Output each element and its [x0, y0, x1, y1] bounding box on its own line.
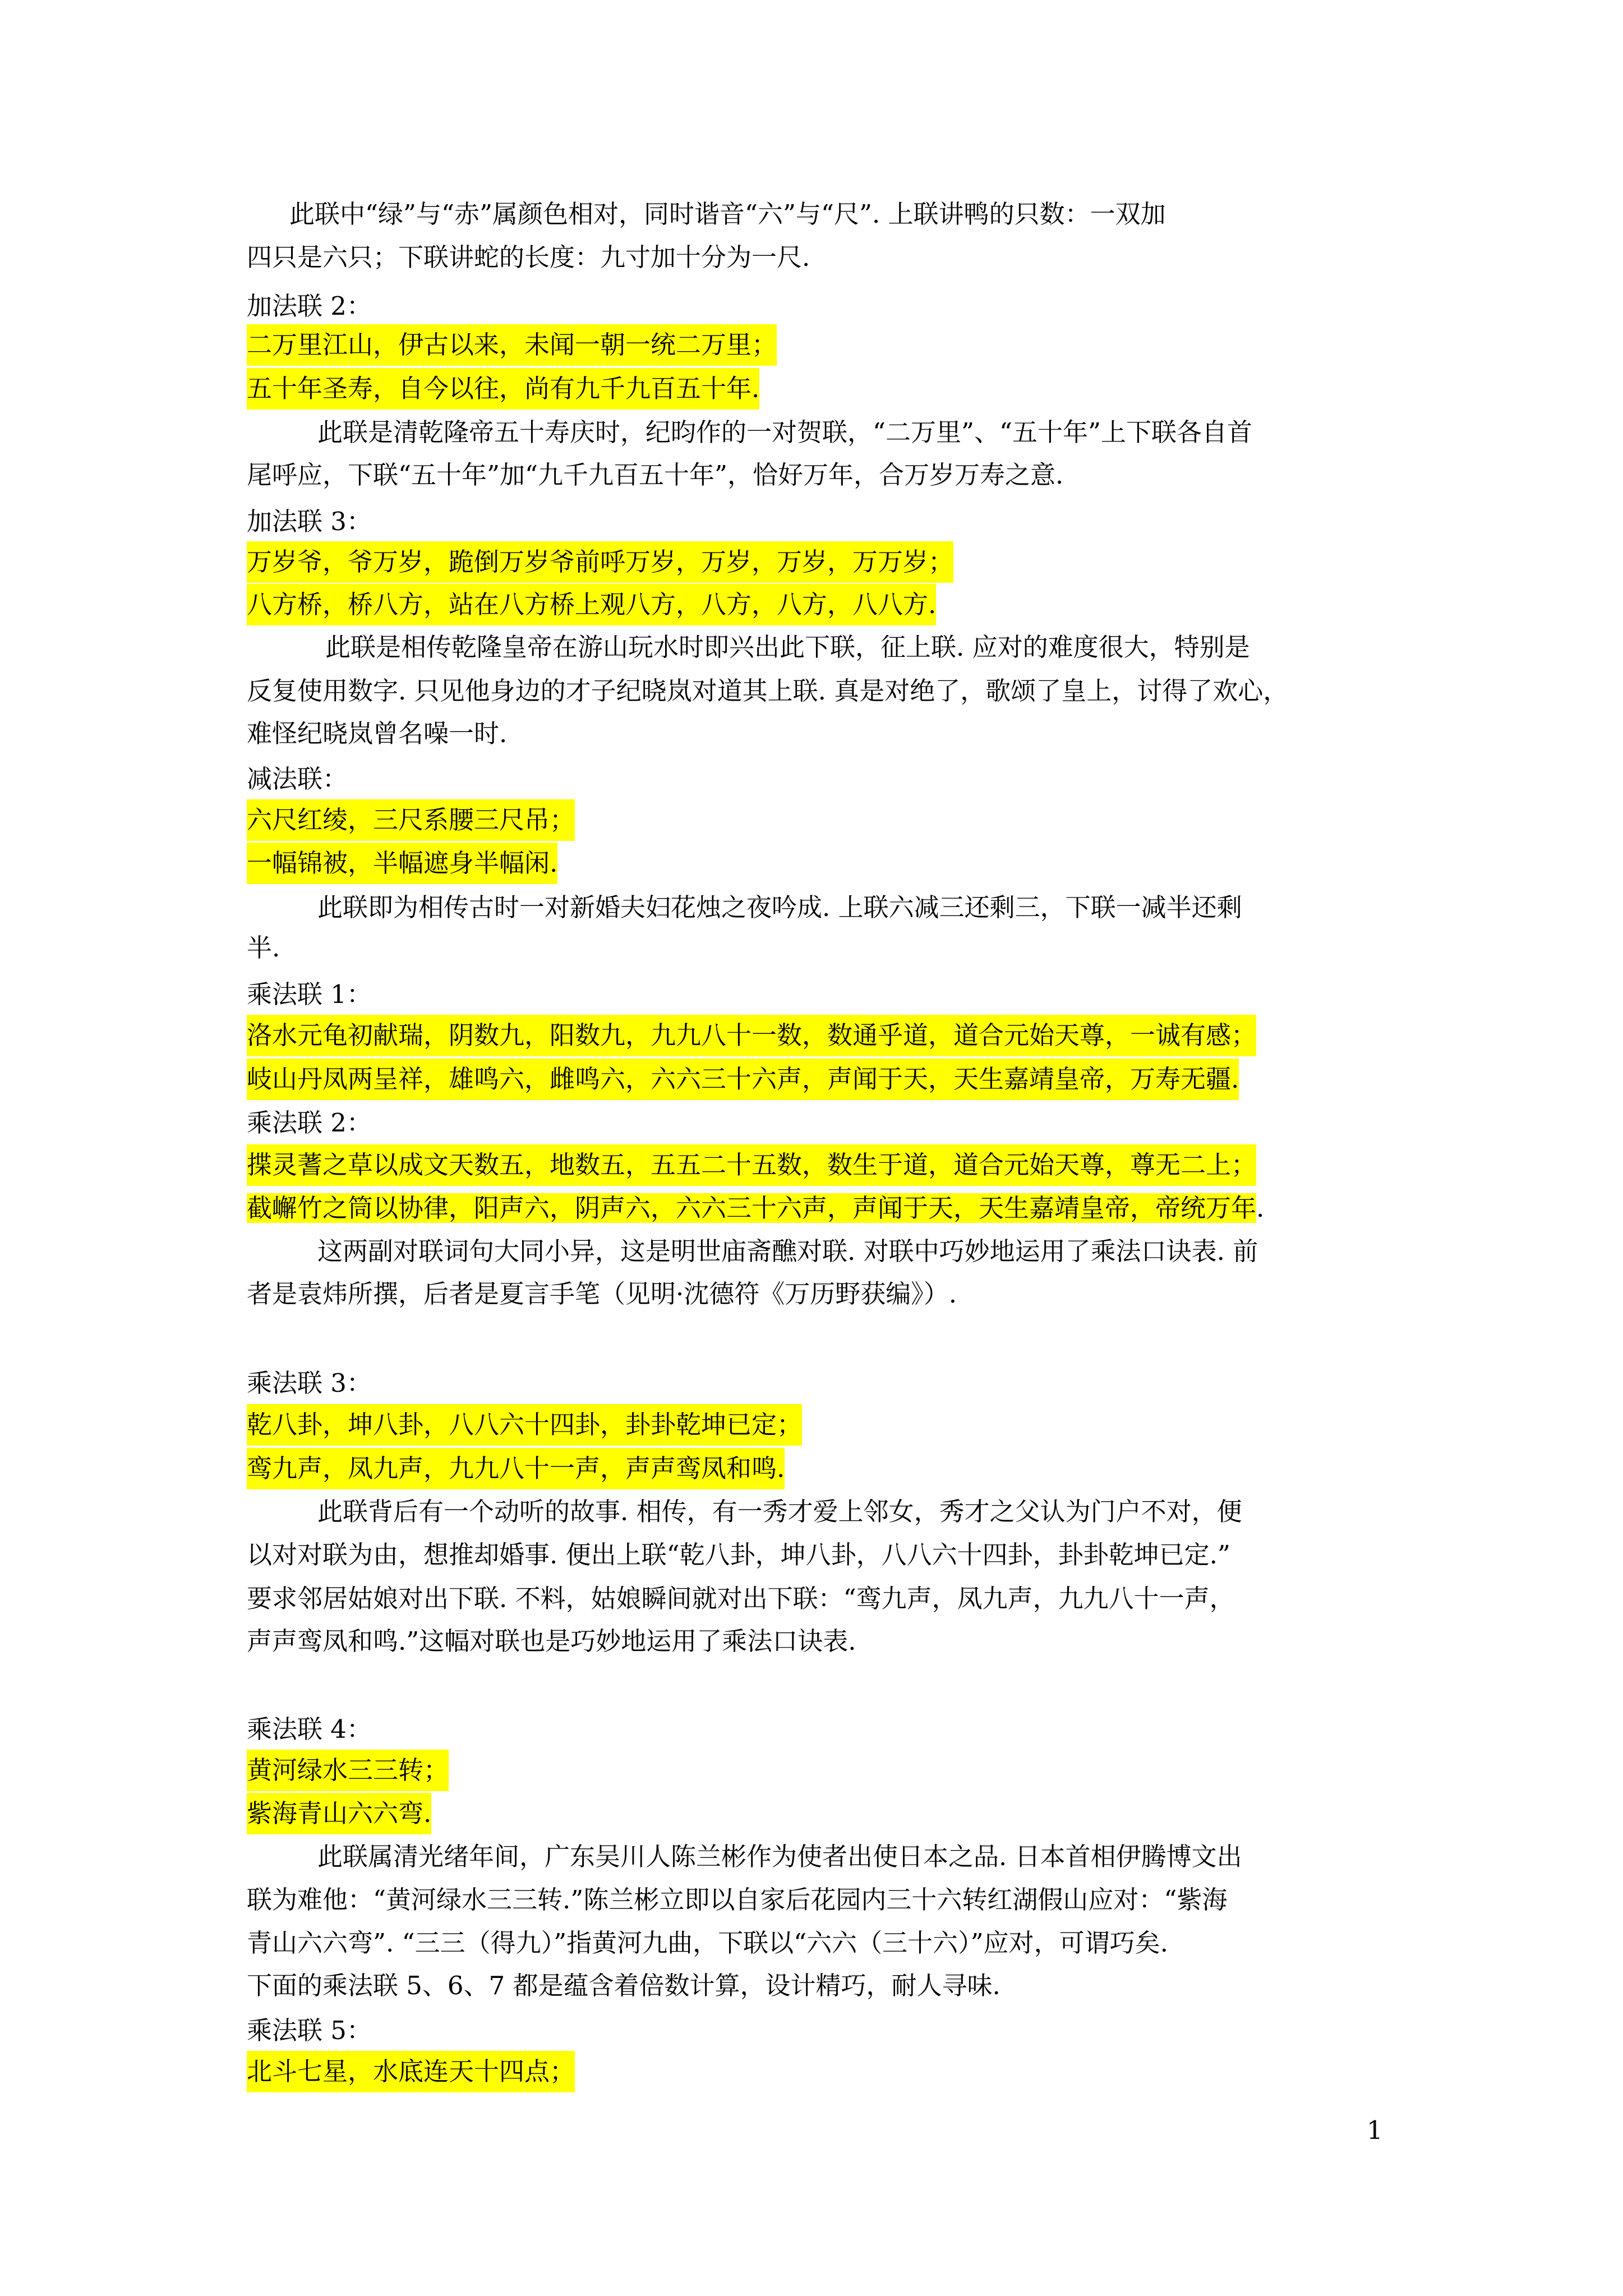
highlighted-couplet-line: 八方桥，桥八方，站在八方桥上观八方，八方，八方，八八方. — [247, 584, 936, 625]
section-heading: 乘法联 4： — [247, 1714, 372, 1744]
paragraph-line: 难怪纪晓岚曾名噪一时. — [247, 719, 508, 748]
trailing-period: . — [1256, 1193, 1265, 1223]
paragraph-line: 半. — [247, 933, 280, 963]
highlighted-couplet-line: 揲灵蓍之草以成文天数五，地数五，五五二十五数，数生于道，道合元始天尊，尊无二上； — [247, 1144, 1256, 1186]
highlighted-couplet-line: 六尺红绫，三尺系腰三尺吊； — [247, 799, 575, 841]
highlighted-couplet-line: 一幅锦被，半幅遮身半幅闲. — [247, 843, 557, 884]
paragraph-line: 者是袁炜所撰，后者是夏言手笔（见明·沈德符《万历野获编》）. — [247, 1279, 957, 1309]
highlighted-couplet-line: 北斗七星，水底连天十四点； — [247, 2051, 575, 2092]
paragraph-line: 这两副对联词句大同小异，这是明世庙斋醮对联. 对联中巧妙地运用了乘法口诀表. 前 — [317, 1236, 1258, 1266]
page-number: 1 — [1367, 2115, 1383, 2145]
highlighted-couplet-line: 万岁爷，爷万岁，跪倒万岁爷前呼万岁，万岁，万岁，万万岁； — [247, 541, 953, 583]
paragraph-line: 要求邻居姑娘对出下联. 不料，姑娘瞬间就对出下联：“鸾九声，凤九声，九九八十一声， — [247, 1584, 1235, 1613]
paragraph-line: 此联背后有一个动听的故事. 相传，有一秀才爱上邻女，秀才之父认为门户不对，便 — [317, 1497, 1242, 1526]
paragraph-line: 此联是清乾隆帝五十寿庆时，纪昀作的一对贺联，“二万里”、“五十年”上下联各自首 — [317, 417, 1253, 447]
section-heading: 减法联： — [247, 764, 348, 794]
highlighted-couplet-line: 五十年圣寿，自今以往，尚有九千九百五十年. — [247, 368, 759, 409]
paragraph-line: 此联属清光绪年间，广东吴川人陈兰彬作为使者出使日本之品. 日本首相伊腾博文出 — [317, 1842, 1242, 1871]
highlighted-couplet-line: 乾八卦，坤八卦，八八六十四卦，卦卦乾坤已定； — [247, 1404, 802, 1446]
highlighted-couplet-line: 紫海青山六六弯. — [247, 1793, 431, 1834]
section-heading: 加法联 3： — [247, 507, 372, 536]
highlighted-couplet-line: 黄河绿水三三转； — [247, 1750, 449, 1791]
section-heading: 乘法联 5： — [247, 2016, 372, 2045]
paragraph-line: 联为难他：“黄河绿水三三转.”陈兰彬立即以自家后花园内三十六转红湖假山应对：“紫海 — [247, 1885, 1228, 1915]
paragraph-line: 四只是六只；下联讲蛇的长度：九寸加十分为一尺. — [247, 242, 810, 272]
paragraph-line: 以对对联为由，想推却婚事. 便出上联“乾八卦，坤八卦，八八六十四卦，卦卦乾坤已定.” — [247, 1540, 1230, 1570]
highlighted-couplet-line: 洛水元龟初献瑞，阴数九，阳数九，九九八十一数，数通乎道，道合元始天尊，一诚有感； — [247, 1015, 1256, 1056]
paragraph-line: 下面的乘法联 5、6、7 都是蕴含着倍数计算，设计精巧，耐人寻味. — [247, 1971, 1000, 2000]
highlighted-couplet-line: 二万里江山，伊古以来，未闻一朝一统二万里； — [247, 324, 777, 366]
paragraph-line: 声声鸾凤和鸣.”这幅对联也是巧妙地运用了乘法口诀表. — [247, 1626, 856, 1656]
paragraph-line: 反复使用数字. 只见他身边的才子纪晓岚对道其上联. 真是对绝了，歌颂了皇上，讨得了欢心， — [247, 676, 1289, 706]
couplet-line — [247, 1188, 1264, 1229]
section-heading: 加法联 2： — [247, 291, 372, 321]
section-heading: 乘法联 1： — [247, 979, 372, 1009]
paragraph-line: 此联中“绿”与“赤”属颜色相对，同时谐音“六”与“尺”. 上联讲鸭的只数：一双加 — [289, 199, 1166, 229]
highlighted-text: 截嶰竹之筒以协律，阳声六，阴声六，六六三十六声，声闻于天，天生嘉靖皇帝，帝统万年 — [247, 1193, 1257, 1223]
paragraph-line: 青山六六弯”. “三三（得九）”指黄河九曲，下联以“六六（三十六）”应对，可谓巧矣. — [247, 1928, 1168, 1958]
highlighted-couplet-line: 鸾九声，凤九声，九九八十一声，声声鸾凤和鸣. — [247, 1448, 785, 1489]
paragraph-line: 尾呼应，下联“五十年”加“九千九百五十年”，恰好万年，合万岁万寿之意. — [247, 460, 1064, 490]
paragraph-line: 此联是相传乾隆皇帝在游山玩水时即兴出此下联，征上联. 应对的难度很大，特别是 — [325, 632, 1250, 662]
highlighted-couplet-line: 岐山丹凤两呈祥，雄鸣六，雌鸣六，六六三十六声，声闻于天，天生嘉靖皇帝，万寿无疆. — [247, 1059, 1239, 1100]
section-heading: 乘法联 3： — [247, 1368, 372, 1398]
section-heading: 乘法联 2： — [247, 1108, 372, 1138]
paragraph-line: 此联即为相传古时一对新婚夫妇花烛之夜吟成. 上联六减三还剩三，下联一减半还剩 — [317, 892, 1242, 922]
